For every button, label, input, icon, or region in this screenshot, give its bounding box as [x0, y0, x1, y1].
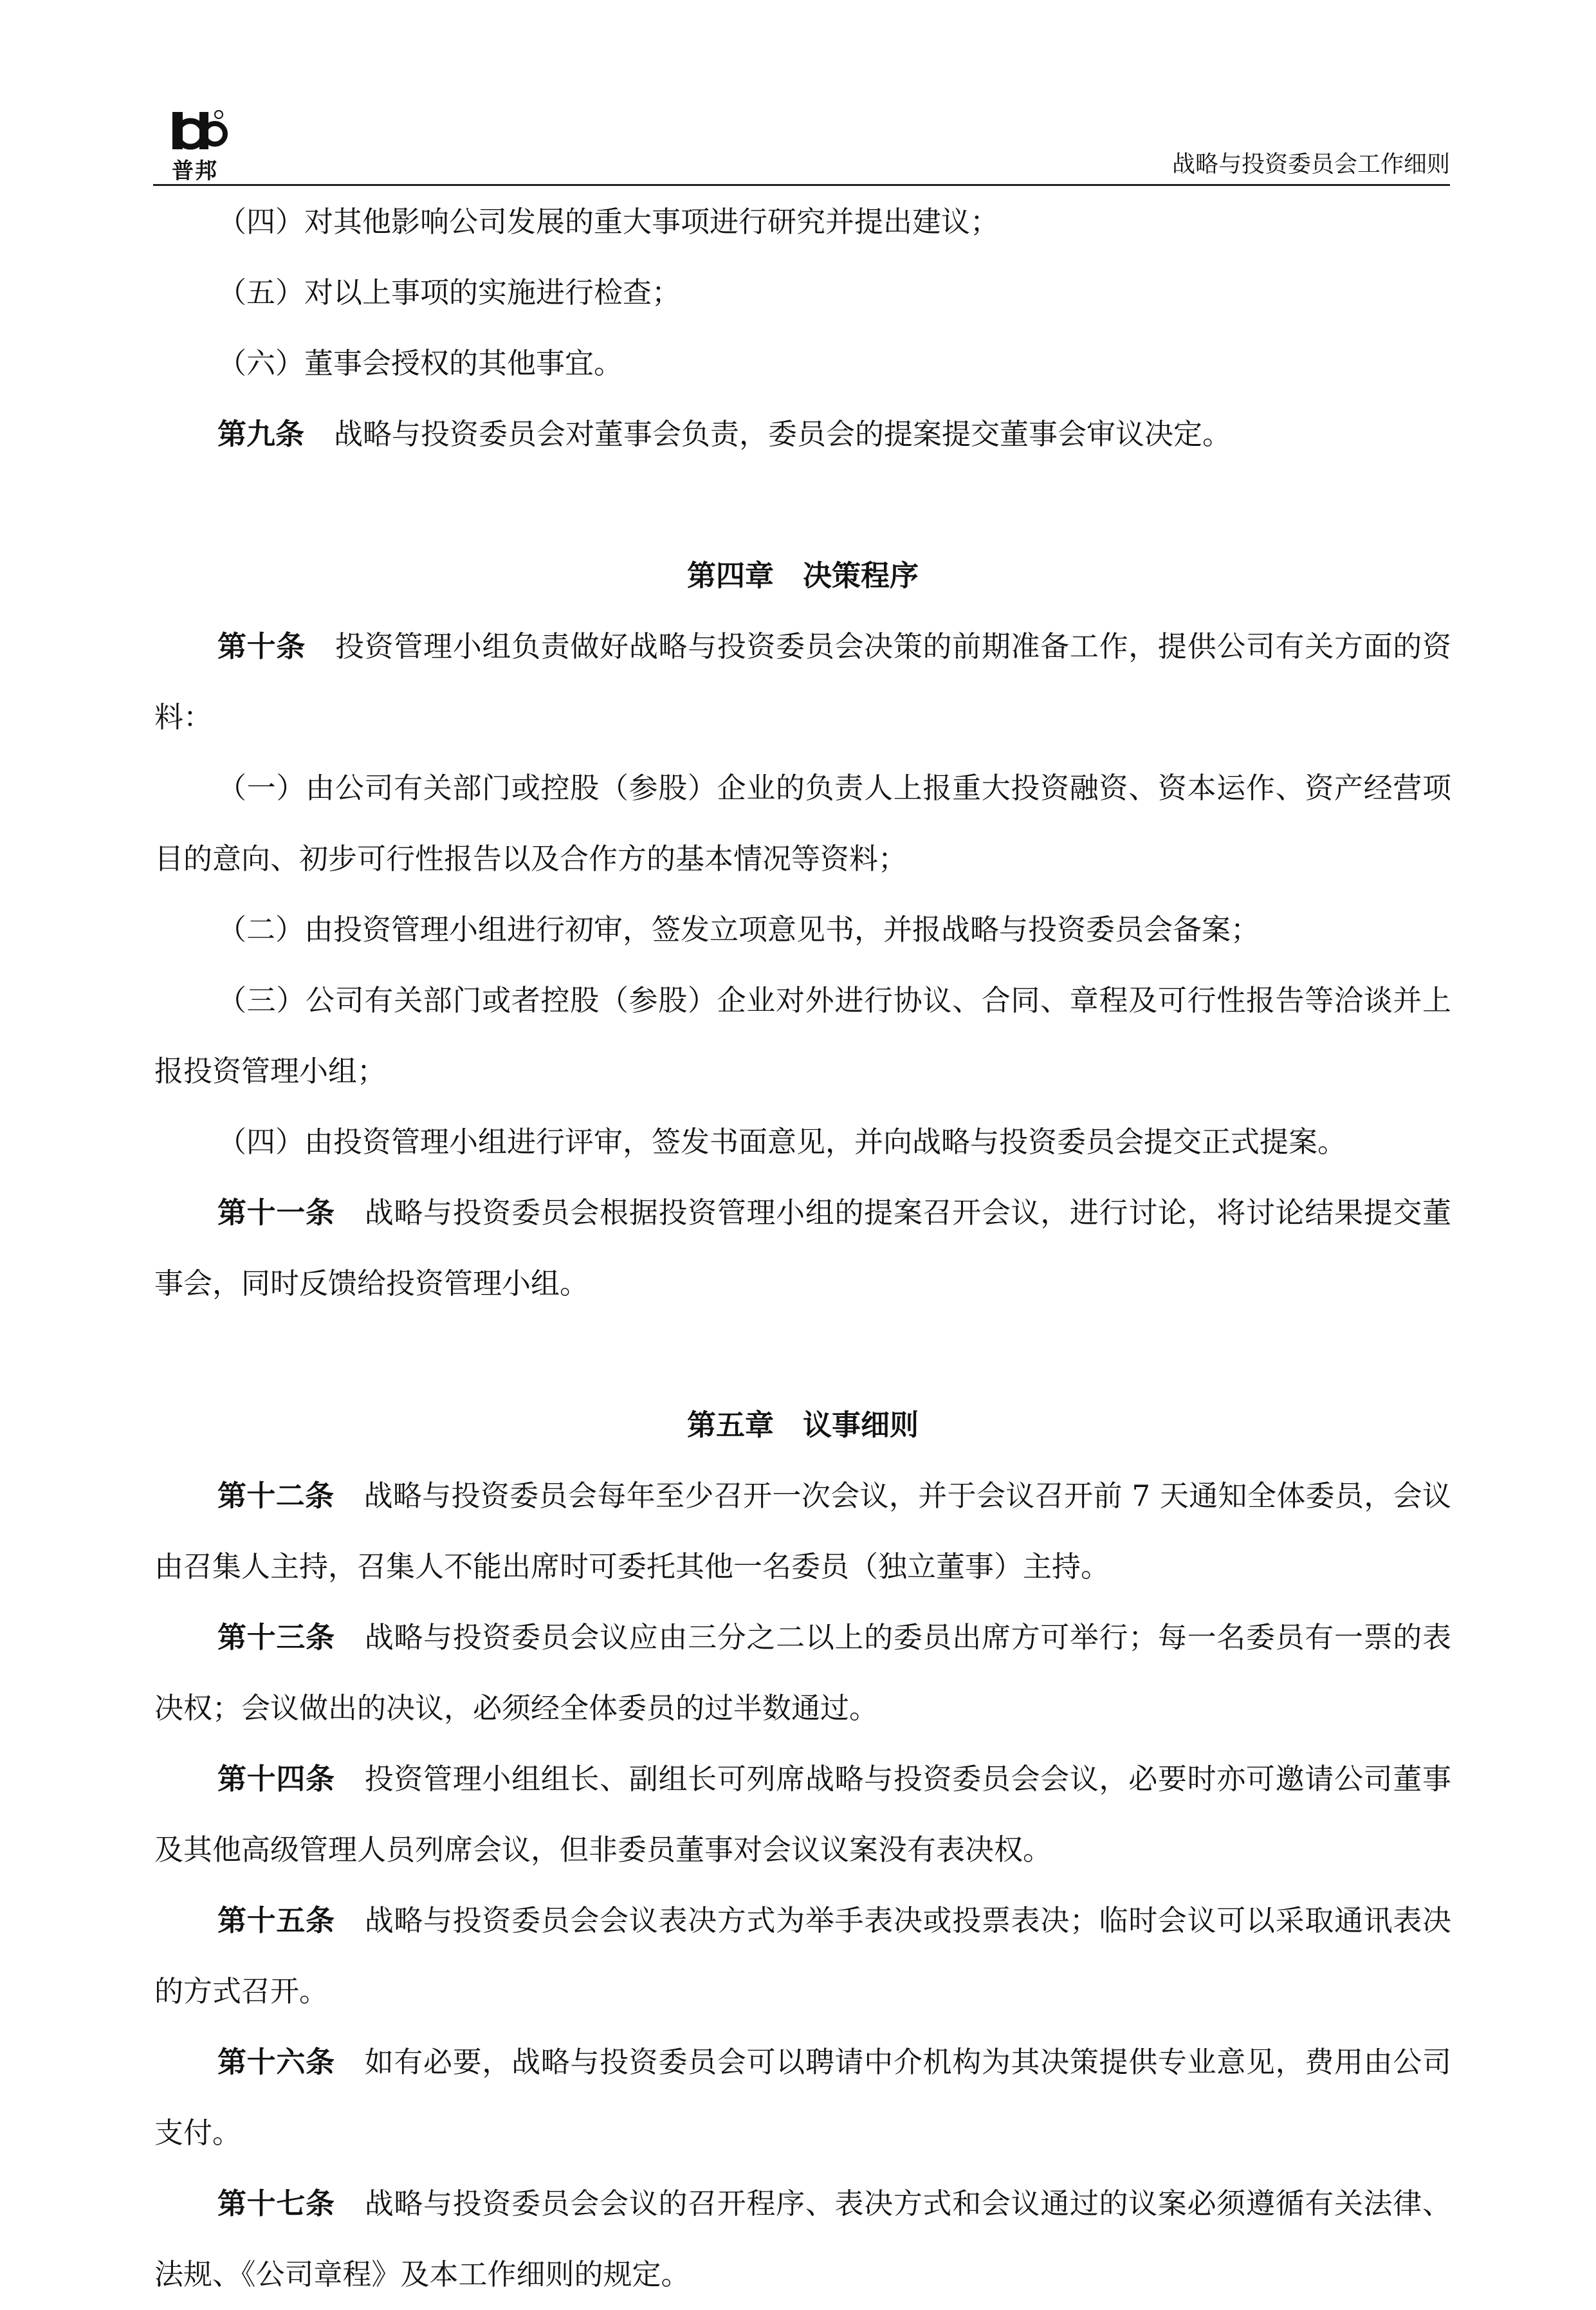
article-label: 第十四条 [217, 1762, 335, 1796]
paragraph: （一）由公司有关部门或控股（参股）企业的负责人上报重大投资融资、资本运作、资产经营项目的意向、初步可行性报告以及合作方的基本情况等资料； [154, 771, 1451, 876]
article-text: 战略与投资委员会根据投资管理小组的提案召开会议，进行讨论，将讨论结果提交董事会，同时反馈给投资管理小组。 [154, 1196, 1451, 1300]
paragraph: （二）由投资管理小组进行初审，签发立项意见书，并报战略与投资委员会备案； [217, 912, 1260, 947]
article-text: 战略与投资委员会议应由三分之二以上的委员出席方可举行；每一名委员有一票的表决权；会议做出的决议，必须经全体委员的过半数通过。 [154, 1620, 1451, 1725]
article-label: 第十三条 [217, 1620, 335, 1654]
logo-mark-icon [160, 108, 230, 153]
article-17 [154, 2168, 1451, 2310]
article-14 [154, 1744, 1451, 1885]
chapter-number: 第四章 [686, 559, 774, 593]
article-text: 战略与投资委员会对董事会负责，委员会的提案提交董事会审议决定。 [334, 417, 1232, 451]
article-12 [154, 1461, 1451, 1602]
article-13 [154, 1602, 1451, 1744]
article-16 [154, 2027, 1451, 2168]
chapter-title: 决策程序 [803, 559, 919, 593]
article-text: 战略与投资委员会会议的召开程序、表决方式和会议通过的议案必须遵循有关法律、法规、《公司章程》及本工作细则的规定。 [154, 2186, 1451, 2291]
article-label: 第十一条 [217, 1196, 335, 1230]
article-label: 第十条 [217, 629, 306, 663]
paragraph: （五）对以上事项的实施进行检查； [217, 275, 681, 310]
chapter-title: 议事细则 [803, 1408, 919, 1442]
article-text: 投资管理小组组长、副组长可列席战略与投资委员会会议，必要时亦可邀请公司董事及其他高级管理人员列席会议，但非委员董事对会议议案没有表决权。 [154, 1762, 1451, 1867]
article-text: 如有必要，战略与投资委员会可以聘请中介机构为其决策提供专业意见，费用由公司支付。 [154, 2045, 1451, 2150]
article-text: 战略与投资委员会会议表决方式为举手表决或投票表决；临时会议可以采取通讯表决的方式召开。 [154, 1903, 1451, 2008]
article-text: 战略与投资委员会每年至少召开一次会议，并于会议召开前 7 天通知全体委员，会议由召集人主持，召集人不能出席时可委托其他一名委员（独立董事）主持。 [154, 1479, 1451, 1584]
article-label: 第十五条 [217, 1903, 335, 1937]
article-label: 第十六条 [217, 2045, 335, 2079]
logo-text: 普邦 [172, 158, 218, 184]
company-logo [160, 108, 230, 184]
article-15 [154, 1885, 1451, 2027]
article-9 [154, 399, 1451, 470]
article-label: 第九条 [217, 417, 305, 451]
article-10 [154, 611, 1451, 753]
chapter-heading [154, 1390, 1451, 1461]
article-label: 第十七条 [217, 2186, 335, 2221]
paragraph: （六）董事会授权的其他事宜。 [217, 346, 623, 380]
article-text: 投资管理小组负责做好战略与投资委员会决策的前期准备工作，提供公司有关方面的资料： [154, 629, 1451, 734]
document-body [154, 187, 1451, 2310]
paragraph: （四）由投资管理小组进行评审，签发书面意见，并向战略与投资委员会提交正式提案。 [217, 1125, 1347, 1159]
chapter-heading [154, 541, 1451, 611]
article-label: 第十二条 [217, 1479, 335, 1513]
page-header [153, 108, 1450, 186]
paragraph: （四）对其他影响公司发展的重大事项进行研究并提出建议； [217, 205, 1000, 239]
article-11 [154, 1178, 1451, 1319]
chapter-number: 第五章 [686, 1408, 774, 1442]
paragraph: （三）公司有关部门或者控股（参股）企业对外进行协议、合同、章程及可行性报告等洽谈并上报投资管理小组； [154, 983, 1451, 1088]
header-title: 战略与投资委员会工作细则 [1171, 151, 1450, 178]
